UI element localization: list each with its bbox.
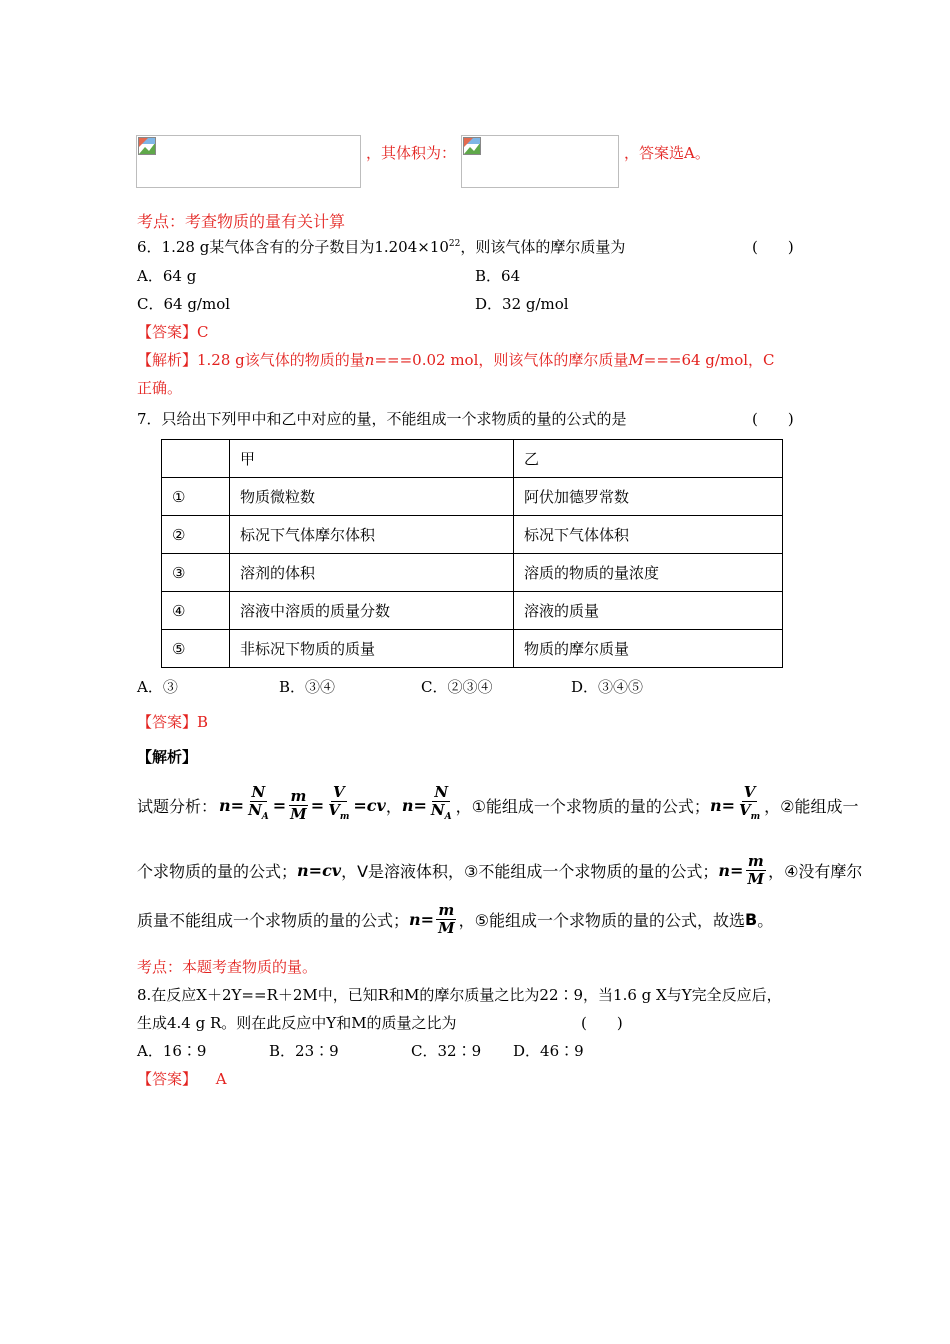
formula-n: n (709, 795, 722, 815)
q6-paren: ( ) (752, 238, 794, 256)
table-cell: ① (162, 478, 230, 516)
formula-eq: = (308, 861, 323, 880)
formula-eq: = (230, 795, 245, 815)
q8-option-b: B．23∶9 (269, 1042, 339, 1060)
frac-num: N (434, 783, 449, 801)
frac-den-sub: A (261, 812, 269, 822)
table-cell: 非标况下物质的质量 (230, 630, 514, 668)
analysis-text: ，V是溶液体积，③不能组成一个求物质的量的公式； (341, 862, 719, 881)
q6-jiexi-m: M (628, 351, 644, 369)
q8-option-d: D．46∶9 (513, 1042, 584, 1060)
table-cell: ② (162, 516, 230, 554)
formula-n: n (401, 795, 414, 815)
frac-num: m (438, 901, 455, 919)
frac-den-main: N (430, 801, 445, 819)
table-header-row (162, 440, 783, 478)
frac-den-main: N (248, 801, 262, 819)
table-row (162, 516, 783, 554)
q6-option-d: D．32 g/mol (475, 295, 569, 313)
fraction-V-over-Vm (326, 784, 351, 826)
table-cell: 标况下气体摩尔体积 (230, 516, 514, 554)
top-end-text: ，答案选A。 (624, 144, 710, 162)
q6-option-b: B．64 (475, 267, 521, 285)
formula-eq: = (310, 795, 325, 815)
q8-answer (137, 1068, 227, 1089)
table-cell: ③ (162, 554, 230, 592)
frac-den-main: V (328, 801, 340, 819)
frac-num: m (747, 852, 764, 870)
table-cell: 物质微粒数 (230, 478, 514, 516)
frac-num: m (290, 786, 307, 805)
formula-cv: cv (366, 795, 386, 815)
fraction-m-over-M (288, 788, 309, 823)
table-header-jia: 甲 (230, 440, 514, 478)
q7-table (161, 439, 783, 668)
q8-paren: ( ) (581, 1014, 623, 1032)
frac-den (246, 802, 271, 826)
table-cell: 溶质的物质的量浓度 (514, 554, 783, 592)
analysis-prefix: 试题分析： (137, 796, 218, 816)
analysis-text: 。 (757, 911, 774, 930)
frac-den: M (747, 870, 765, 888)
formula-n: n (297, 861, 309, 880)
q6-answer: 【答案】C (137, 323, 209, 341)
q6-jiexi (137, 349, 775, 370)
q7-option-b: B．③④ (279, 678, 336, 696)
table-cell: 溶剂的体积 (230, 554, 514, 592)
analysis-text: ，②能组成一 (764, 796, 859, 816)
q8-stem-line-2: 生成4.4 g R。则在此反应中Y和M的质量之比为 (137, 1014, 457, 1032)
q6-jiexi-n: n (364, 351, 375, 369)
table-cell: ④ (162, 592, 230, 630)
table-row (162, 592, 783, 630)
table-cell: 溶液中溶质的质量分数 (230, 592, 514, 630)
fraction-m-over-M (436, 902, 457, 937)
q6-jiexi-continued: 正确。 (137, 379, 183, 397)
table-cell (162, 440, 230, 478)
formula-eq: = (721, 795, 735, 815)
q7-jiexi-label: 【解析】 (137, 748, 198, 766)
q7-answer: 【答案】B (137, 713, 209, 731)
formula-n: n (219, 795, 231, 815)
frac-num: V (743, 783, 756, 801)
q8-answer-label: 【答案】 (137, 1070, 198, 1088)
q7-option-d: D．③④⑤ (571, 678, 644, 696)
table-header-yi: 乙 (514, 440, 783, 478)
frac-den (326, 802, 351, 826)
frac-den-sub: A (444, 812, 452, 822)
frac-den (429, 802, 454, 826)
table-cell: 标况下气体体积 (514, 516, 783, 554)
q8-answer-value: A (215, 1070, 227, 1088)
q6-jiexi-a: 【解析】1.28 g该气体的物质的量 (137, 351, 365, 369)
q7-analysis-line-2 (137, 853, 862, 888)
kaodian-1: 考点：考查物质的量有关计算 (137, 212, 346, 231)
broken-image-2 (461, 135, 619, 188)
fraction-N-over-NA (246, 784, 271, 826)
frac-den-sub: m (750, 812, 761, 822)
analysis-text: ，④没有摩尔 (768, 862, 863, 881)
top-mid-text: ，其体积为： (366, 144, 457, 162)
q8-option-a: A．16∶9 (137, 1042, 207, 1060)
q7-analysis-line-3 (137, 902, 773, 937)
fraction-m-over-M (745, 853, 766, 888)
table-row (162, 478, 783, 516)
frac-den: M (438, 919, 455, 937)
q6-stem (137, 236, 625, 257)
table-cell: 阿伏加德罗常数 (514, 478, 783, 516)
formula-n: n (718, 861, 731, 880)
frac-den-main: V (738, 801, 751, 819)
comma: ， (385, 796, 402, 816)
q6-option-c: C．64 g/mol (137, 295, 231, 313)
formula-cv: cv (322, 861, 342, 880)
q7-paren: ( ) (752, 410, 794, 428)
broken-image-icon (138, 137, 156, 155)
formula-eq: = (730, 861, 744, 880)
formula-eq: = (272, 795, 287, 815)
broken-image-icon (463, 137, 481, 155)
q6-option-a: A．64 g (137, 267, 197, 285)
q6-jiexi-c: ===64 g/mol，C (643, 351, 775, 369)
kaodian-2: 考点：本题考查物质的量。 (137, 958, 318, 976)
table-cell: 溶液的质量 (514, 592, 783, 630)
q7-option-c: C．②③④ (421, 678, 493, 696)
table-cell: 物质的摩尔质量 (514, 630, 783, 668)
frac-den (737, 802, 762, 826)
q7-stem: 7．只给出下列甲中和乙中对应的量，不能组成一个求物质的量的公式的是 (137, 410, 627, 428)
table-row (162, 554, 783, 592)
q6-stem-a: 6．1.28 g某气体含有的分子数目为1.204×10 (137, 238, 449, 256)
broken-image-1 (136, 135, 361, 188)
analysis-text: 质量不能组成一个求物质的量的公式； (137, 911, 410, 930)
q6-jiexi-b: ===0.02 mol，则该气体的摩尔质量 (374, 351, 629, 369)
formula-n: n (409, 910, 421, 929)
fraction-V-over-Vm (737, 784, 762, 826)
formula-eq: = (420, 910, 435, 929)
frac-den: M (290, 804, 307, 823)
fraction-N-over-NA (429, 784, 454, 826)
frac-den-sub: m (339, 812, 350, 822)
q8-option-c: C．32∶9 (411, 1042, 482, 1060)
table-row (162, 630, 783, 668)
formula-eq: = (413, 795, 427, 815)
frac-num: N (251, 783, 266, 801)
q8-stem-line-1: 8.在反应X＋2Y==R＋2M中，已知R和M的摩尔质量之比为22∶9，当1.6 g X与Y完全反应后， (137, 986, 782, 1004)
q7-option-a: A．③ (137, 678, 178, 696)
q7-analysis-line-1 (137, 784, 859, 826)
formula-eq: = (353, 795, 367, 815)
q6-stem-sup: 22 (448, 239, 461, 249)
analysis-text: ，⑤能组成一个求物质的量的公式，故选 (458, 911, 746, 930)
analysis-answer-b: B (745, 910, 758, 929)
q6-stem-b: ，则该气体的摩尔质量为 (460, 238, 626, 256)
frac-num: V (332, 783, 345, 801)
analysis-text: 个求物质的量的公式； (137, 862, 298, 881)
analysis-text: ，①能组成一个求物质的量的公式； (455, 796, 710, 816)
table-cell: ⑤ (162, 630, 230, 668)
